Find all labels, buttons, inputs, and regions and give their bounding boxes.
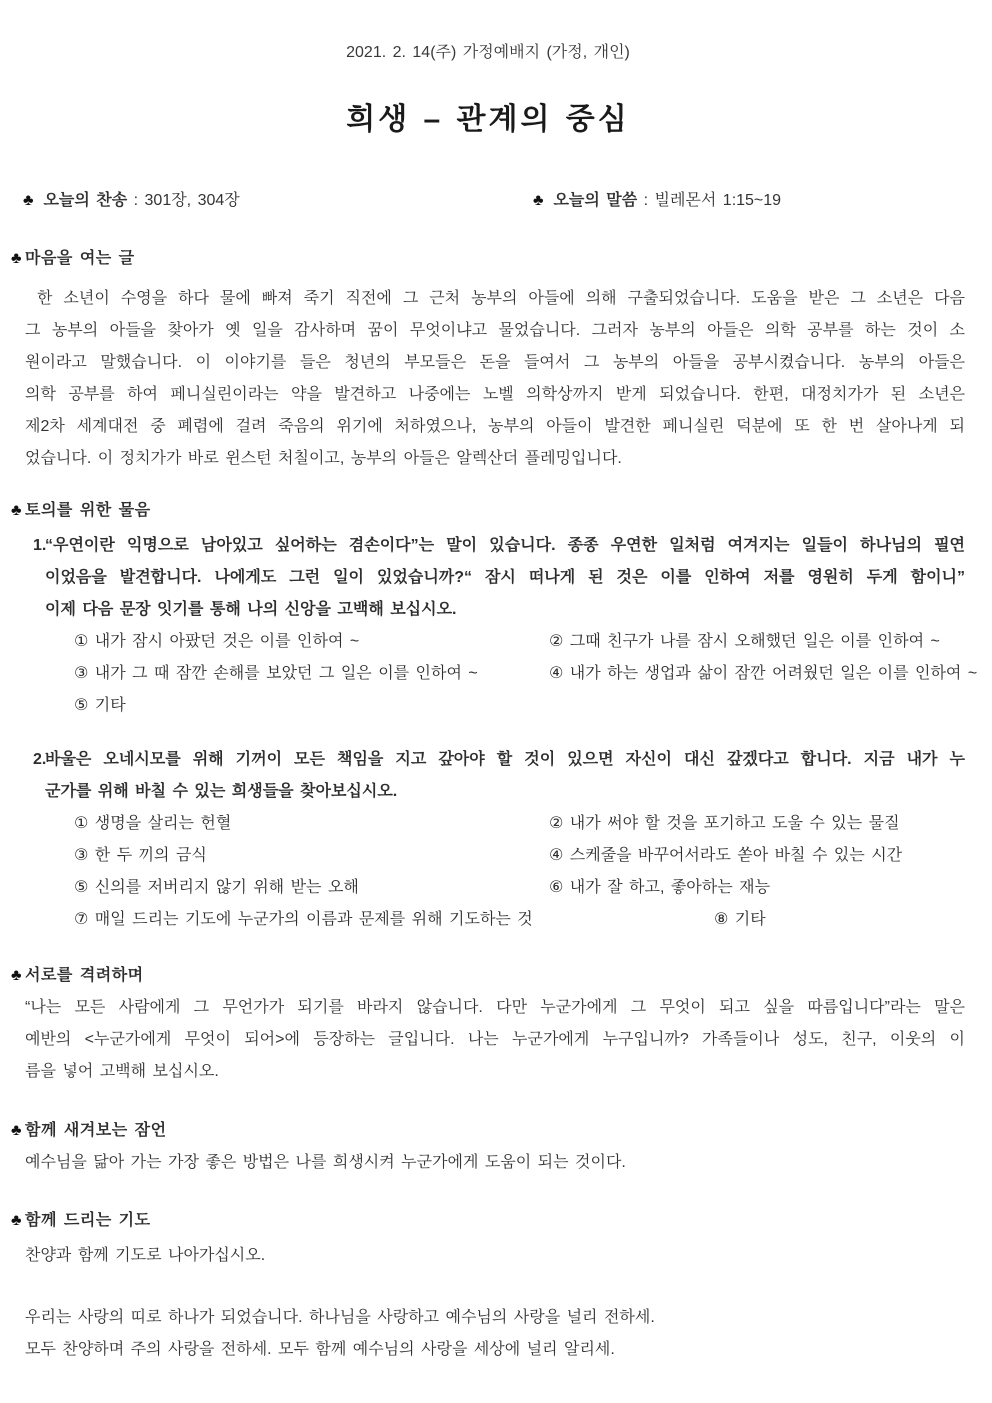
- option-row: [74, 658, 978, 690]
- option-item: ⑥ 내가 잘 하고, 좋아하는 재능: [549, 879, 771, 896]
- option-row: [74, 808, 965, 840]
- option-item: ⑤ 기타: [74, 697, 126, 714]
- section-title-proverb: 함께 새겨보는 잠언: [25, 1122, 167, 1139]
- question-1: [11, 530, 978, 722]
- proverb-paragraph: [25, 1147, 965, 1179]
- option-item: ⑦ 매일 드리는 기도에 누군가의 이름과 문제를 위해 기도하는 것: [74, 911, 533, 928]
- paragraph-line: 한 소년이 수영을 하다 물에 빠져 죽기 직전에 그 근처 농부의 아들에 의해 구출되었습니다. 도움을 받은 그 소년은 다음: [37, 290, 965, 307]
- question-line: 군가를 위해 바칠 수 있는 희생들을 찾아보십시오.: [45, 783, 398, 800]
- question-2: [11, 744, 965, 936]
- prayer-intro: [25, 1240, 965, 1272]
- option-item: ④ 스케줄을 바꾸어서라도 쏟아 바칠 수 있는 시간: [549, 847, 903, 864]
- encourage-paragraph: [25, 992, 965, 1088]
- paragraph-line: 우리는 사랑의 띠로 하나가 되었습니다. 하나님을 사랑하고 예수님의 사랑을 널리 전하세.: [25, 1309, 655, 1326]
- paragraph-line: “나는 모든 사람에게 그 무언가가 되기를 바라지 않습니다. 다만 누군가에게 그 무엇이 되고 싶을 따름입니다”라는 말은: [25, 999, 965, 1016]
- club-bullet-icon: ♣: [533, 192, 544, 209]
- option-row: [74, 904, 965, 936]
- opening-paragraph: [25, 283, 965, 475]
- option-row: [74, 872, 965, 904]
- option-row: [74, 840, 965, 872]
- paragraph-line: 예반의 <누군가에게 무엇이 되어>에 등장하는 글입니다. 나는 누군가에게 누구입니까? 가족들이나 성도, 친구, 이웃의 이: [25, 1031, 965, 1048]
- info-row: [11, 188, 965, 214]
- paragraph-line: 원이라고 말했습니다. 이 이야기를 들은 청년의 부모들은 돈을 들여서 그 농부의 아들을 공부시켰습니다. 농부의 아들은: [25, 354, 965, 371]
- club-bullet-icon: ♣: [11, 250, 22, 267]
- section-header-opening: [11, 243, 965, 275]
- paragraph-line: 었습니다. 이 정치가가 바로 윈스턴 처칠이고, 농부의 아들은 알렉산더 플레밍입니다.: [25, 450, 622, 467]
- paragraph-line: 찬양과 함께 기도로 나아가십시오.: [25, 1247, 266, 1264]
- question-line: 바울은 오네시모를 위해 기꺼이 모든 책임을 지고 갚아야 할 것이 있으면 자신이 대신 갚겠다고 합니다. 지금 내가 누: [45, 751, 965, 768]
- hymn-label: 오늘의 찬송: [43, 192, 128, 209]
- option-item: ④ 내가 하는 생업과 삶이 잠깐 어려웠던 일은 이를 인하여 ~: [549, 665, 978, 682]
- section-title-discussion: 토의를 위한 물음: [25, 502, 151, 519]
- option-item: ② 그때 친구가 나를 잠시 오해했던 일은 이를 인하여 ~: [549, 633, 940, 650]
- question-number: 1.: [33, 537, 47, 554]
- scripture-value: : 빌레몬서 1:15~19: [637, 192, 782, 209]
- prayer-song: [25, 1302, 965, 1366]
- option-item: ② 내가 써야 할 것을 포기하고 도울 수 있는 물질: [549, 815, 900, 832]
- section-title-opening: 마음을 여는 글: [25, 250, 135, 267]
- paragraph-line: 의학 공부를 하여 페니실린이라는 약을 발견하고 나중에는 노벨 의학상까지 받게 되었습니다. 한편, 대정치가가 된 소년은: [25, 386, 965, 403]
- section-header-discussion: [11, 495, 965, 527]
- question-line: 이었음을 발견합니다. 나에게도 그런 일이 있었습니까?“ 잠시 떠나게 된 것은 이를 인하여 저를 영원히 두게 함이니”: [45, 569, 965, 586]
- section-title-encourage: 서로를 격려하며: [25, 967, 144, 984]
- option-item: ③ 한 두 끼의 금식: [74, 847, 207, 864]
- section-header-proverb: [11, 1115, 965, 1147]
- option-row: [74, 626, 965, 658]
- hymn-value: : 301장, 304장: [127, 192, 240, 209]
- option-item: ⑧ 기타: [714, 911, 766, 928]
- option-item: ⑤ 신의를 저버리지 않기 위해 받는 오해: [74, 879, 359, 896]
- section-title-prayer: 함께 드리는 기도: [25, 1212, 151, 1229]
- option-item: ① 내가 잠시 아팠던 것은 이를 인하여 ~: [74, 633, 360, 650]
- paragraph-line: 예수님을 닮아 가는 가장 좋은 방법은 나를 희생시켜 누군가에게 도움이 되는 것이다.: [25, 1154, 626, 1171]
- scripture-label: 오늘의 말씀: [553, 192, 638, 209]
- option-item: ③ 내가 그 때 잠깐 손해를 보았던 그 일은 이를 인하여 ~: [74, 665, 478, 682]
- question-number: 2.: [33, 751, 47, 768]
- option-item: ① 생명을 살리는 헌혈: [74, 815, 232, 832]
- hymn-info: [23, 188, 533, 214]
- date-line: 2021. 2. 14(주) 가정예배지 (가정, 개인): [346, 44, 630, 61]
- option-row: [74, 690, 965, 722]
- club-bullet-icon: ♣: [23, 192, 34, 209]
- club-bullet-icon: ♣: [11, 502, 22, 519]
- paragraph-line: 모두 찬양하며 주의 사랑을 전하세. 모두 함께 예수님의 사랑을 세상에 널리 알리세.: [25, 1341, 615, 1358]
- club-bullet-icon: ♣: [11, 967, 22, 984]
- question-line: “우연이란 익명으로 남아있고 싶어하는 겸손이다”는 말이 있습니다. 종종 우연한 일처럼 여겨지는 일들이 하나님의 필연: [45, 537, 965, 554]
- section-header-encourage: [11, 960, 965, 992]
- club-bullet-icon: ♣: [11, 1122, 22, 1139]
- paragraph-line: 름을 넣어 고백해 보십시오.: [25, 1063, 219, 1080]
- club-bullet-icon: ♣: [11, 1212, 22, 1229]
- question-1-options: [74, 626, 978, 722]
- section-header-prayer: [11, 1205, 965, 1237]
- scripture-info: [533, 188, 781, 214]
- paragraph-line: 제2차 세계대전 중 폐렴에 걸려 죽음의 위기에 처하였으나, 농부의 아들이 발견한 페니실린 덕분에 또 한 번 살아나게 되: [25, 418, 965, 435]
- paragraph-line: 그 농부의 아들을 찾아가 옛 일을 감사하며 꿈이 무엇이냐고 물었습니다. 그러자 농부의 아들은 의학 공부를 하는 것이 소: [25, 322, 965, 339]
- question-2-options: [74, 808, 965, 936]
- page-title: 희생 – 관계의 중심: [346, 103, 630, 136]
- question-line: 이제 다음 문장 잇기를 통해 나의 신앙을 고백해 보십시오.: [45, 601, 457, 618]
